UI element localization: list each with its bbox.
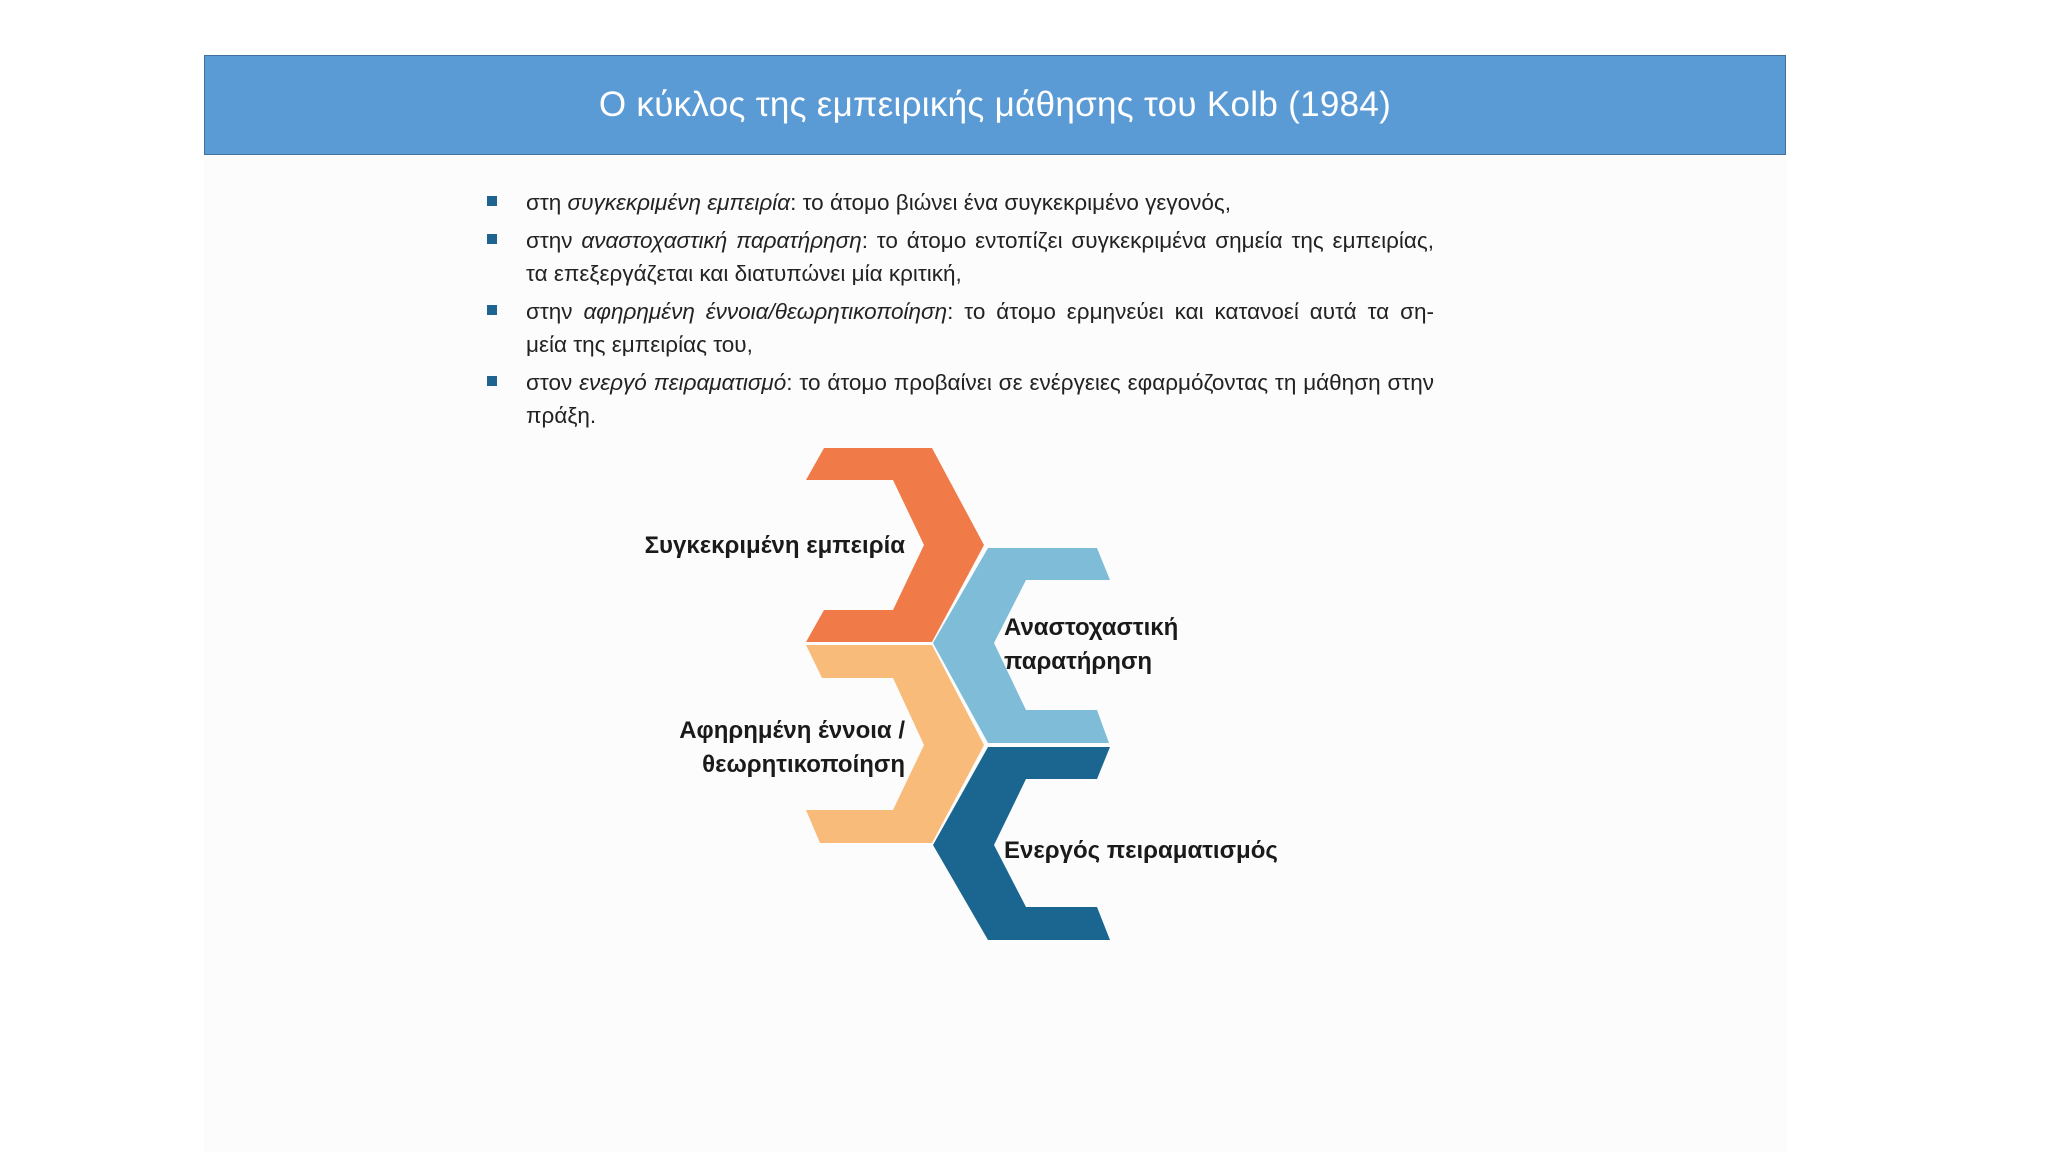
bullet-term: συγκεκριμένη εμπειρία (567, 190, 791, 215)
bullet-term: ενεργό πειραματισμό (579, 370, 787, 395)
cycle-stage-reflective-observation (933, 548, 1178, 743)
bullet-prefix: στον (526, 370, 580, 395)
bullet-prefix: στην (526, 299, 584, 324)
slide-title: Ο κύκλος της εμπειρικής μάθησης του Kolb (1984) (598, 85, 1392, 124)
bullet-term: αφηρημένη έννοια/θεωρητικοποίηση (583, 299, 948, 324)
stage-label: Συγκεκριμένη εμπειρία (644, 532, 905, 559)
bullet-prefix: στη (526, 190, 568, 215)
cycle-stage-active-experimentation (933, 747, 1278, 940)
cycle-stage-abstract-conceptualization (679, 645, 984, 843)
stage-label: θεωρητικοποίηση (702, 751, 905, 778)
bullet-prefix: στην (526, 228, 582, 253)
bullet-text: : το άτομο εντοπίζει συγκεκριμένα σημεία της εμπειρίας, τα επεξεργάζεται και διατυπώνει μία κριτική, (526, 228, 1434, 286)
cycle-stage-concrete-experience (645, 448, 984, 642)
stage-label: Ενεργός πειραματισμός (1004, 837, 1278, 864)
bullet-text: : το άτομο βιώνει ένα συγκεκριμένο γεγονός, (790, 190, 1232, 215)
stage-label: παρατήρηση (1004, 648, 1153, 675)
stage-label: Αναστοχαστική (1004, 614, 1179, 641)
bullet-text: : το άτομο ερμηνεύει και κατανοεί αυτά τα ση- μεία της εμπειρίας του, (526, 299, 1434, 357)
stage-label: Αφηρημένη έννοια / (679, 717, 905, 744)
bullet-text: : το άτομο προβαίνει σε ενέργειες εφαρμόζοντας τη μάθηση στην πράξη. (526, 370, 1434, 428)
bullet-term: αναστοχαστική παρατήρηση (581, 228, 862, 253)
